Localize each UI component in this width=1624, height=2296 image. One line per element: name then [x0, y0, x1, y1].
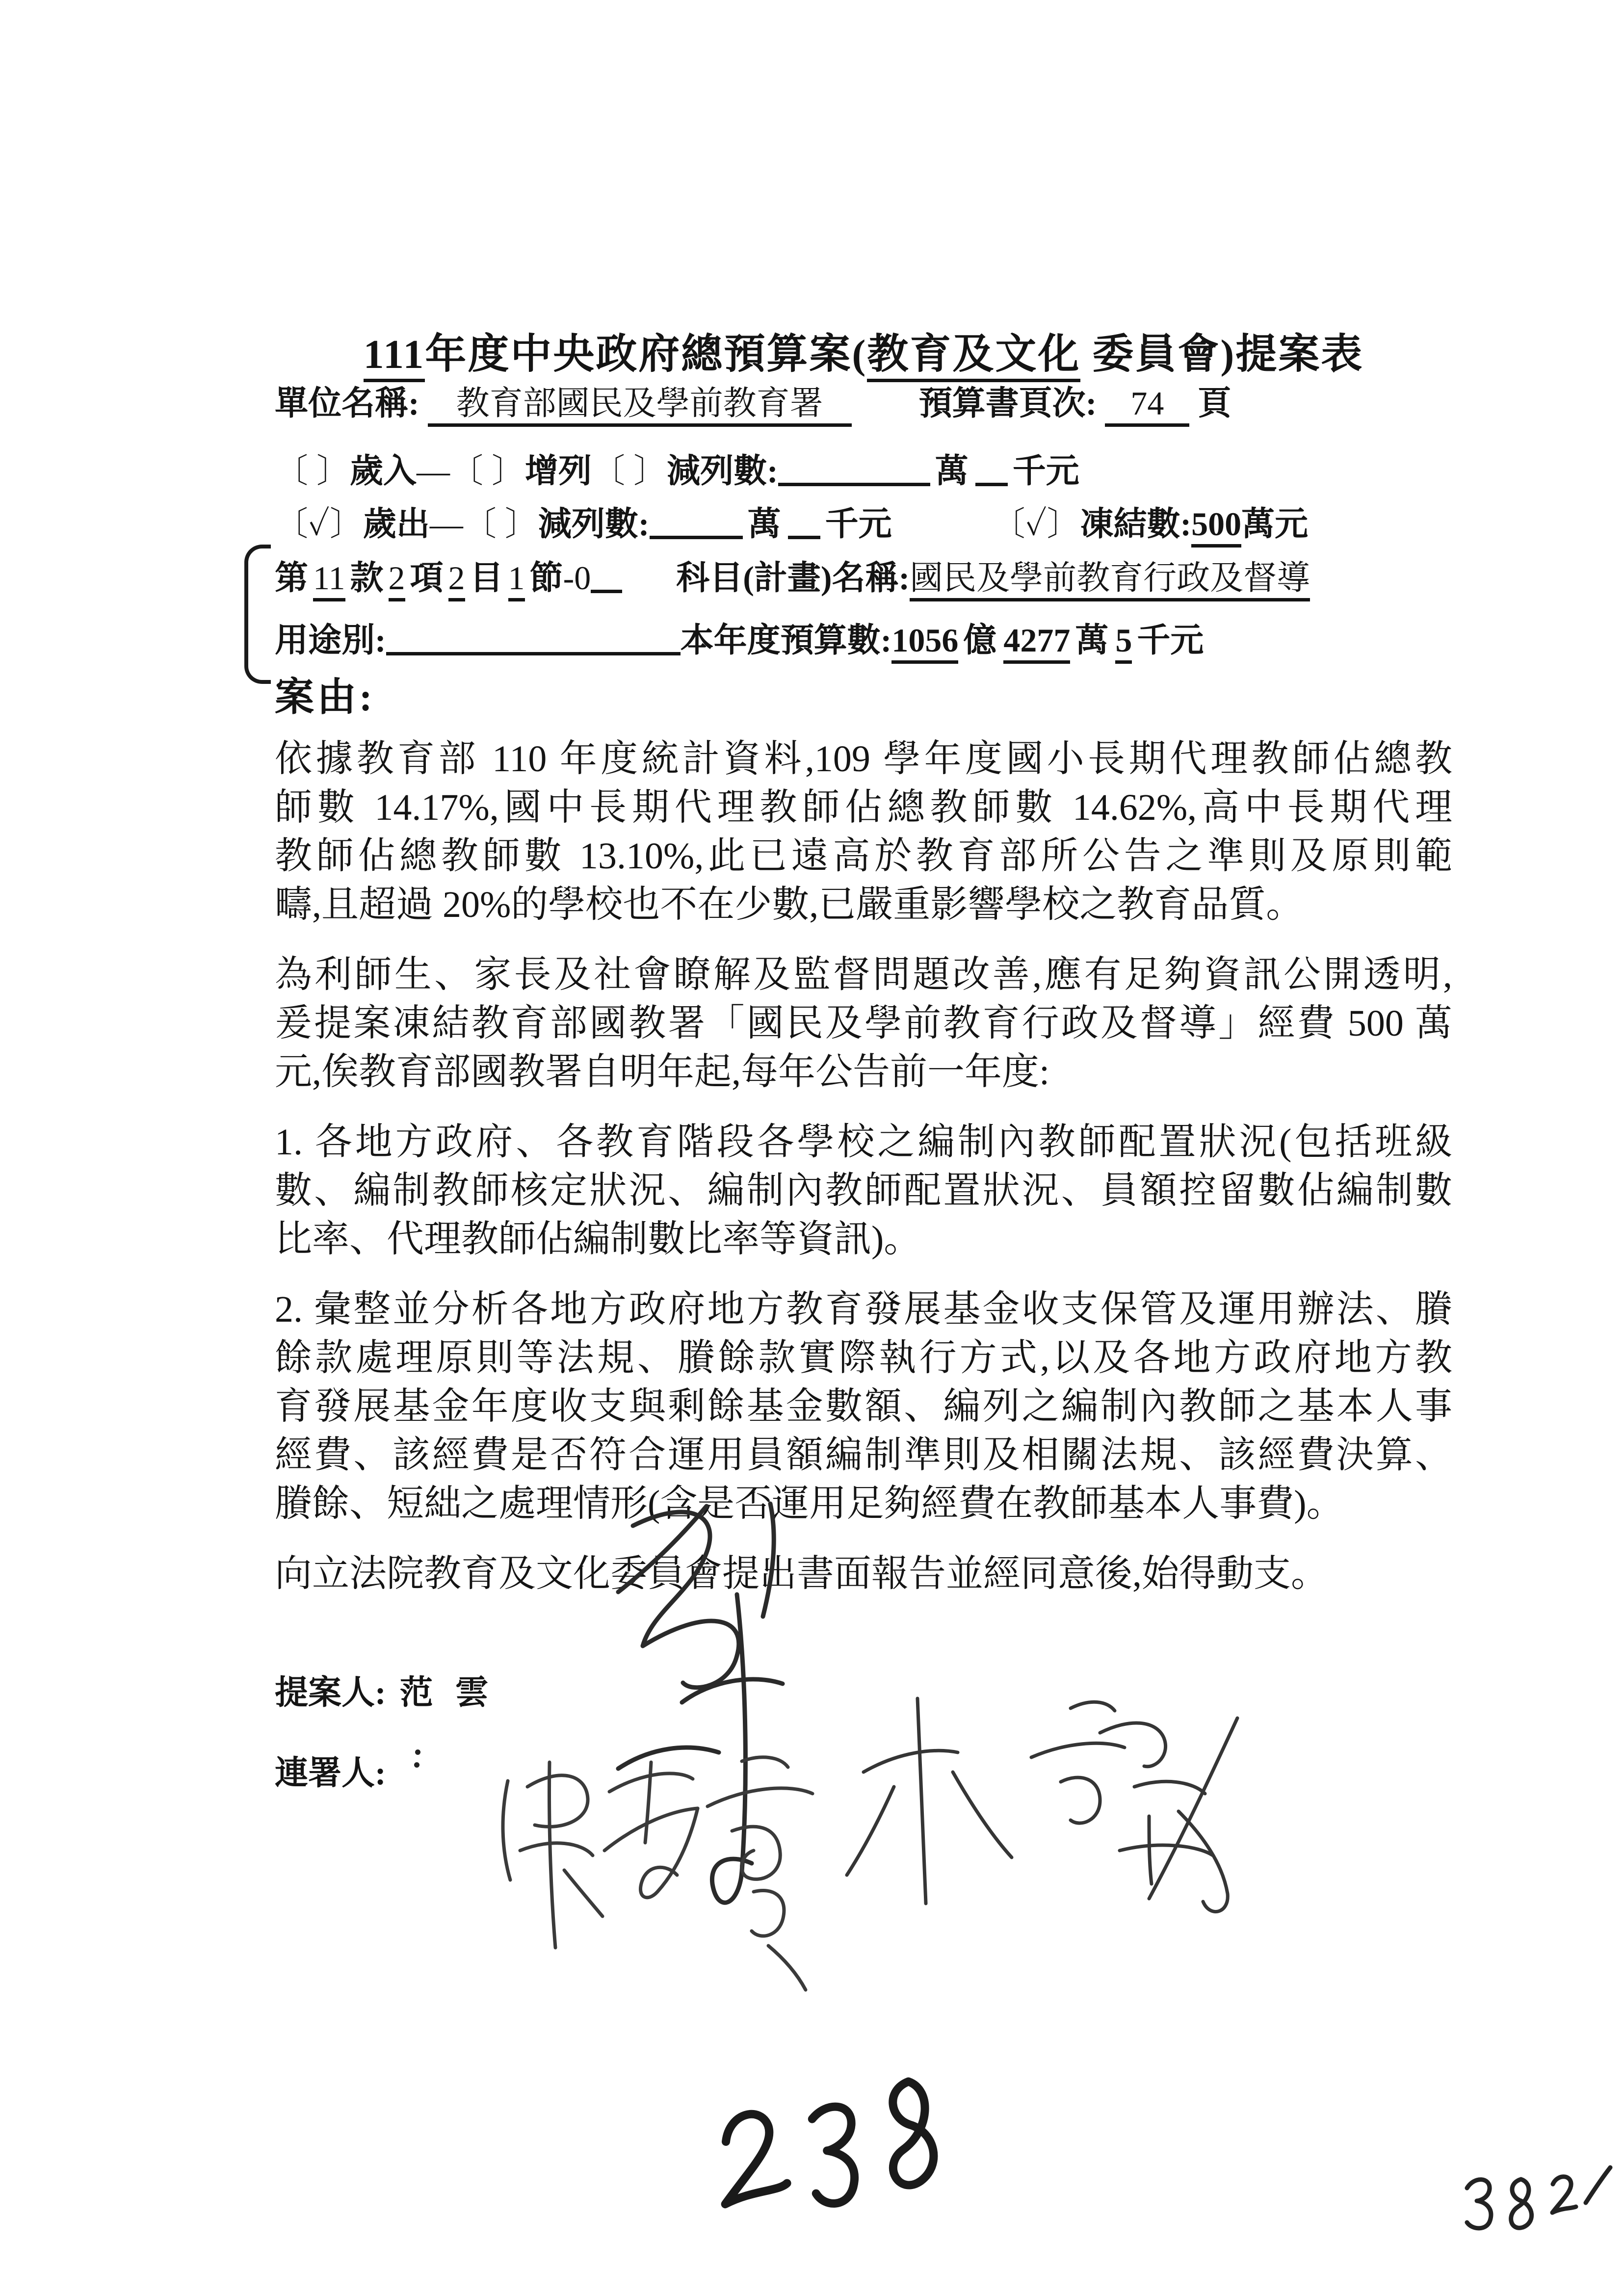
title-year: 111: [364, 332, 425, 382]
case-paragraph-3: [275, 1118, 1452, 1264]
proposer-line: [275, 1666, 496, 1714]
paragraph-line: 為利師生、家長及社會瞭解及監督問題改善,應有足夠資訊公開透明,: [275, 954, 1452, 995]
freeze-label: 凍結數:: [1080, 505, 1192, 543]
paragraph-line: 賸餘、短絀之處理情形(含是否運用足夠經費在教師基本人事費)。: [275, 1483, 1344, 1524]
document-title: [275, 321, 1452, 380]
decrease-checkbox: 〔 〕: [592, 452, 667, 490]
expenditure-dash: —: [429, 505, 463, 543]
subject-value: 國民及學前教育行政及督導: [910, 559, 1310, 601]
paragraph-line: 育發展基金年度收支與剩餘基金數額、編列之編制內教師之基本人事: [275, 1386, 1452, 1427]
expenditure-qian-blank: [788, 505, 820, 539]
expenditure-decrease-label: 減列數:: [538, 505, 650, 543]
case-paragraph-1: [275, 735, 1452, 929]
unit-name-line: [275, 377, 1492, 424]
paragraph-line: 師數 14.17%,國中長期代理教師佔總教師數 14.62%,高中長期代理: [275, 787, 1452, 828]
usage-label: 用途別:: [275, 622, 386, 659]
cosigner-signature-2: [834, 1688, 1251, 1918]
xiang-value: 2: [389, 559, 405, 601]
revenue-qian-blank: [975, 452, 1008, 486]
paragraph-line: 比率、代理教師佔編制數比率等資訊)。: [275, 1219, 921, 1260]
expenditure-wan-unit: 萬: [747, 505, 781, 543]
increase-checkbox: 〔 〕: [450, 452, 525, 490]
expenditure-checkbox-checked: 〔✓〕: [275, 505, 363, 543]
revenue-label: 歲入: [350, 452, 417, 490]
freeze-value: 500: [1191, 505, 1241, 548]
budget-amount-label: 本年度預算數:: [680, 622, 892, 659]
unit-name-value: 教育部國民及學前教育署: [428, 385, 852, 427]
expenditure-line: [275, 497, 1492, 545]
budget-item-group: [275, 551, 1492, 661]
title-segment-b: 委員會)提案表: [1080, 332, 1364, 378]
case-body: [275, 735, 1452, 1620]
case-paragraph-2: [275, 951, 1452, 1096]
paragraph-line: 2. 彙整並分析各地方政府地方教育發展基金收支保管及運用辦法、賸: [275, 1289, 1452, 1330]
mu-value: 2: [448, 559, 465, 601]
case-paragraph-5: [275, 1550, 1452, 1598]
paragraph-line: 向立法院教育及文化委員會提出書面報告並經同意後,始得動支。: [275, 1553, 1328, 1594]
usage-line: [275, 614, 1492, 661]
amount-qian-value: 5: [1115, 622, 1132, 664]
revenue-qian-unit: 千元: [1012, 452, 1079, 490]
amount-wan-unit: 萬: [1075, 622, 1109, 659]
usage-blank: [386, 622, 681, 655]
amount-qian-unit: 千元: [1137, 622, 1204, 659]
paragraph-line: 爰提案凍結教育部國教署「國民及學前教育行政及督導」經費 500 萬: [275, 1003, 1452, 1044]
mu-unit: 目: [470, 559, 503, 597]
budget-page-unit: 頁: [1198, 385, 1231, 422]
increase-label: 增列: [525, 452, 592, 490]
paragraph-line: 經費、該經費是否符合運用員額編制準則及相關法規、該經費決算、: [275, 1435, 1452, 1476]
decrease-label: 減列數:: [667, 452, 778, 490]
revenue-wan-unit: 萬: [935, 452, 969, 490]
revenue-checkbox: 〔 〕: [275, 452, 350, 490]
xiang-unit: 項: [410, 559, 444, 597]
handwritten-corner-number: [1447, 2154, 1614, 2247]
budget-page-label: 預算書頁次:: [918, 385, 1097, 422]
jie-unit: 節: [529, 559, 563, 597]
kuan-unit: 款: [350, 559, 384, 597]
paragraph-line: 1. 各地方政府、各教育階段各學校之編制內教師配置狀況(包括班級: [275, 1122, 1452, 1163]
title-committee: 教育及文化: [867, 332, 1080, 382]
paragraph-line: 教師佔總教師數 13.10%,此已遠高於教育部所公告之準則及原則範: [275, 835, 1452, 877]
revenue-amount-blank: [778, 452, 930, 486]
proposer-name: 范 雲: [399, 1674, 496, 1711]
cosigner-signature-1: [486, 1751, 819, 2026]
paragraph-line: 餘款處理原則等法規、賸餘款實際執行方式,以及各地方政府地方教: [275, 1337, 1452, 1379]
jie-code-blank: [591, 559, 622, 593]
amount-yi-unit: 億: [963, 622, 997, 659]
paragraph-line: 疇,且超過 20%的學校也不在少數,已嚴重影響學校之教育品質。: [275, 884, 1304, 925]
expenditure-decrease-checkbox: 〔 〕: [463, 505, 538, 543]
cosigner-line: [275, 1747, 386, 1794]
subject-label: 科目(計畫)名稱:: [676, 559, 910, 597]
left-bracket: [244, 545, 271, 684]
expenditure-qian-unit: 千元: [825, 505, 892, 543]
paragraph-line: 依據教育部 110 年度統計資料,109 學年度國小長期代理教師佔總教: [275, 738, 1452, 780]
freeze-checkbox: 〔✓〕: [992, 505, 1080, 543]
case-heading: 案由:: [275, 676, 375, 719]
kuan-value: 11: [313, 559, 345, 601]
budget-page-value: 74: [1105, 385, 1189, 427]
proposer-label: 提案人:: [275, 1674, 386, 1711]
budget-item-line: [275, 551, 1492, 599]
amount-yi-value: 1056: [891, 622, 958, 664]
revenue-line: [275, 444, 1492, 492]
jie-code: -0: [563, 559, 591, 597]
expenditure-amount-blank: [650, 505, 743, 539]
unit-name-label: 單位名稱:: [275, 385, 419, 422]
handwritten-page-number: [678, 2053, 971, 2235]
freeze-unit: 萬元: [1241, 505, 1309, 543]
scan-speckle: [415, 1749, 420, 1755]
item-prefix: 第: [275, 559, 309, 597]
case-paragraph-4: [275, 1285, 1452, 1528]
cosigner-label: 連署人:: [275, 1754, 386, 1792]
revenue-dash: —: [417, 452, 450, 490]
title-segment-a: 年度中央政府總預算案(: [425, 332, 867, 378]
paragraph-line: 元,俟教育部國教署自明年起,每年公告前一年度:: [275, 1051, 1050, 1093]
amount-wan-value: 4277: [1003, 622, 1070, 664]
scan-speckle: [414, 1762, 419, 1768]
paragraph-line: 數、編制教師核定狀況、編制內教師配置狀況、員額控留數佔編制數: [275, 1170, 1452, 1211]
expenditure-label: 歲出: [363, 505, 430, 543]
jie-value: 1: [508, 559, 525, 601]
